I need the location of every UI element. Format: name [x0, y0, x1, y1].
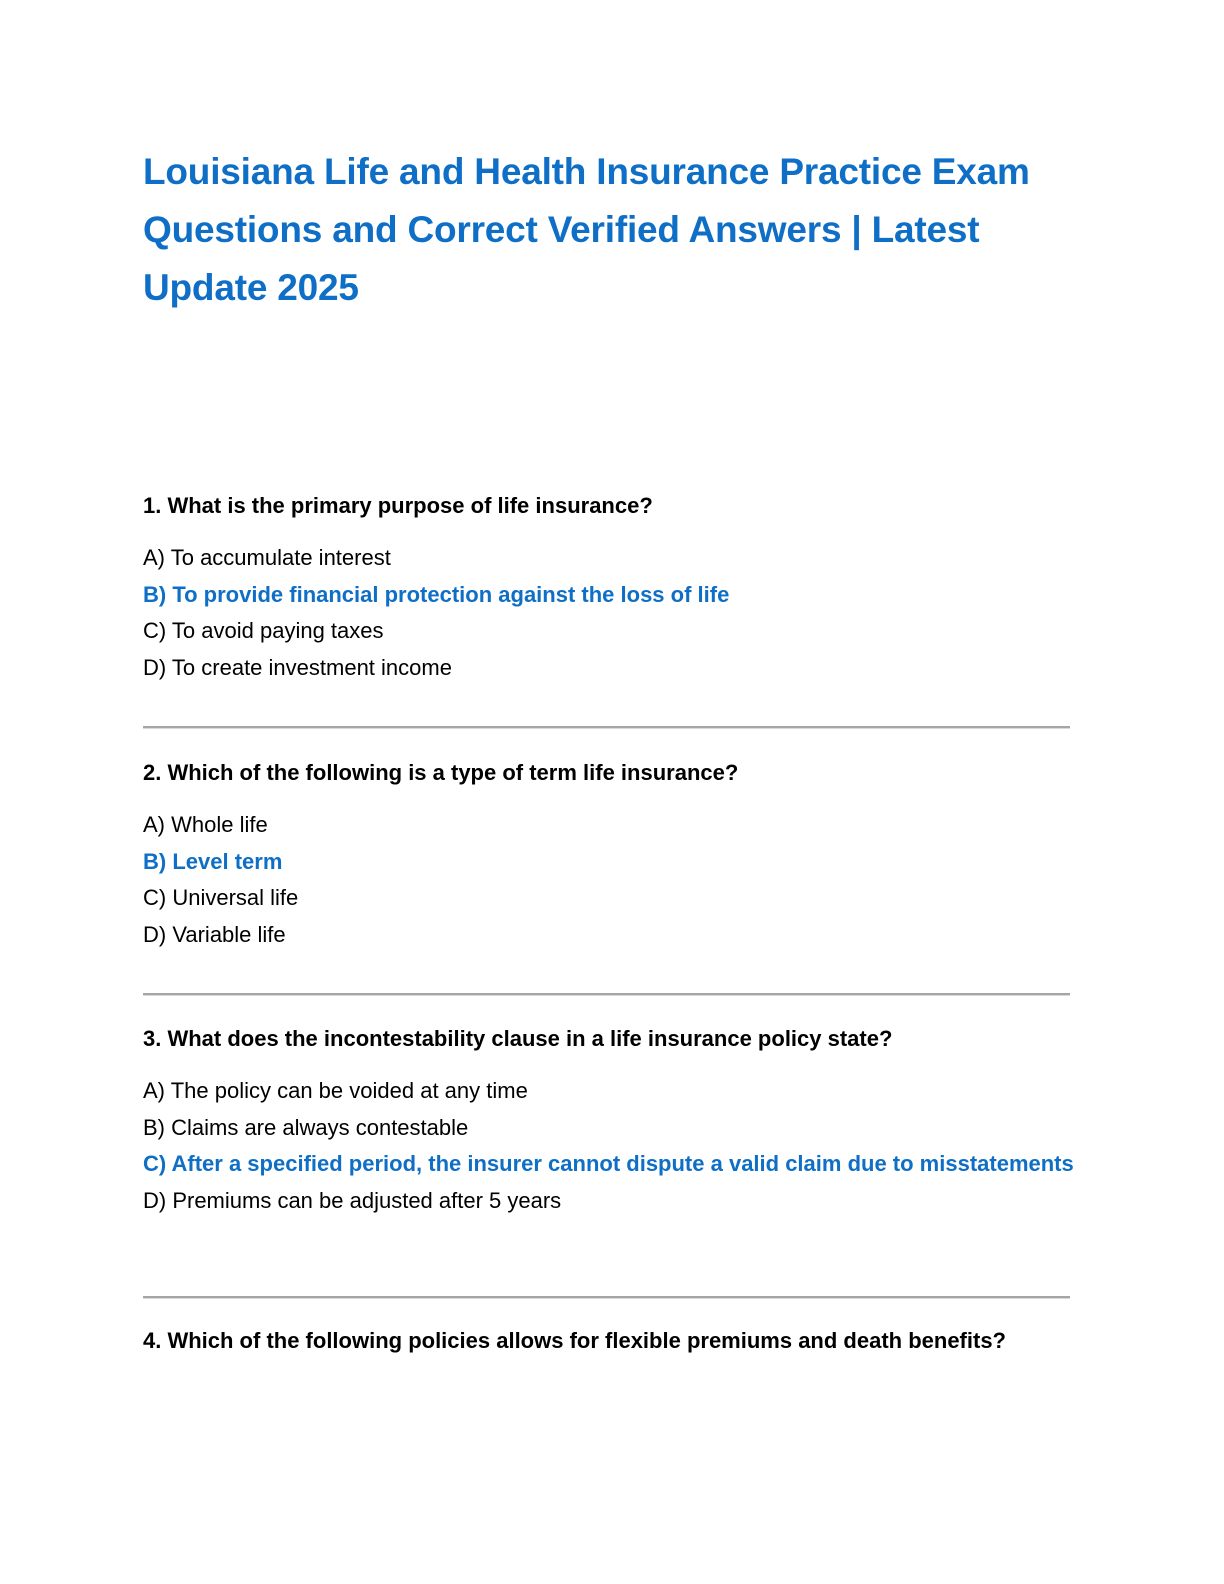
question-block-3 [143, 1021, 1078, 1219]
question-text: 1. What is the primary purpose of life insurance? [143, 493, 653, 518]
question-text: 2. Which of the following is a type of term life insurance? [143, 760, 739, 785]
answer-option-a: A) The policy can be voided at any time [143, 1078, 528, 1103]
answer-option-d: D) Premiums can be adjusted after 5 years [143, 1187, 562, 1213]
question-text: 4. Which of the following policies allows for flexible premiums and death benefits? [143, 1328, 1006, 1353]
answer-option-c: C) To avoid paying taxes [143, 618, 384, 643]
section-divider [143, 1296, 1070, 1299]
question-block-1 [143, 488, 1078, 686]
question-text: 3. What does the incontestability clause in a life insurance policy state? [143, 1026, 893, 1051]
answer-options [143, 807, 1078, 953]
answer-options [143, 540, 1078, 686]
answer-option-a: A) To accumulate interest [143, 545, 391, 570]
correct-answer-option-c: C) After a specified period, the insurer cannot dispute a valid claim due to misstatements [143, 1151, 1074, 1176]
answer-option-c: C) Universal life [143, 885, 299, 910]
answer-option-a: A) Whole life [143, 812, 268, 837]
question-block-2 [143, 755, 1078, 953]
answer-option-b: B) Claims are always contestable [143, 1114, 469, 1140]
correct-answer-option-b: B) To provide financial protection against the loss of life [143, 581, 730, 607]
correct-answer-option-b: B) Level term [143, 848, 283, 874]
section-divider [143, 726, 1070, 729]
answer-option-d: D) Variable life [143, 921, 286, 947]
answer-option-d: D) To create investment income [143, 654, 452, 680]
section-divider [143, 993, 1070, 996]
document-title: Louisiana Life and Health Insurance Practice Exam Questions and Correct Verified Answers | Latest Update 2025 [143, 151, 1030, 308]
answer-options [143, 1073, 1078, 1219]
question-block-4 [143, 1323, 1078, 1359]
